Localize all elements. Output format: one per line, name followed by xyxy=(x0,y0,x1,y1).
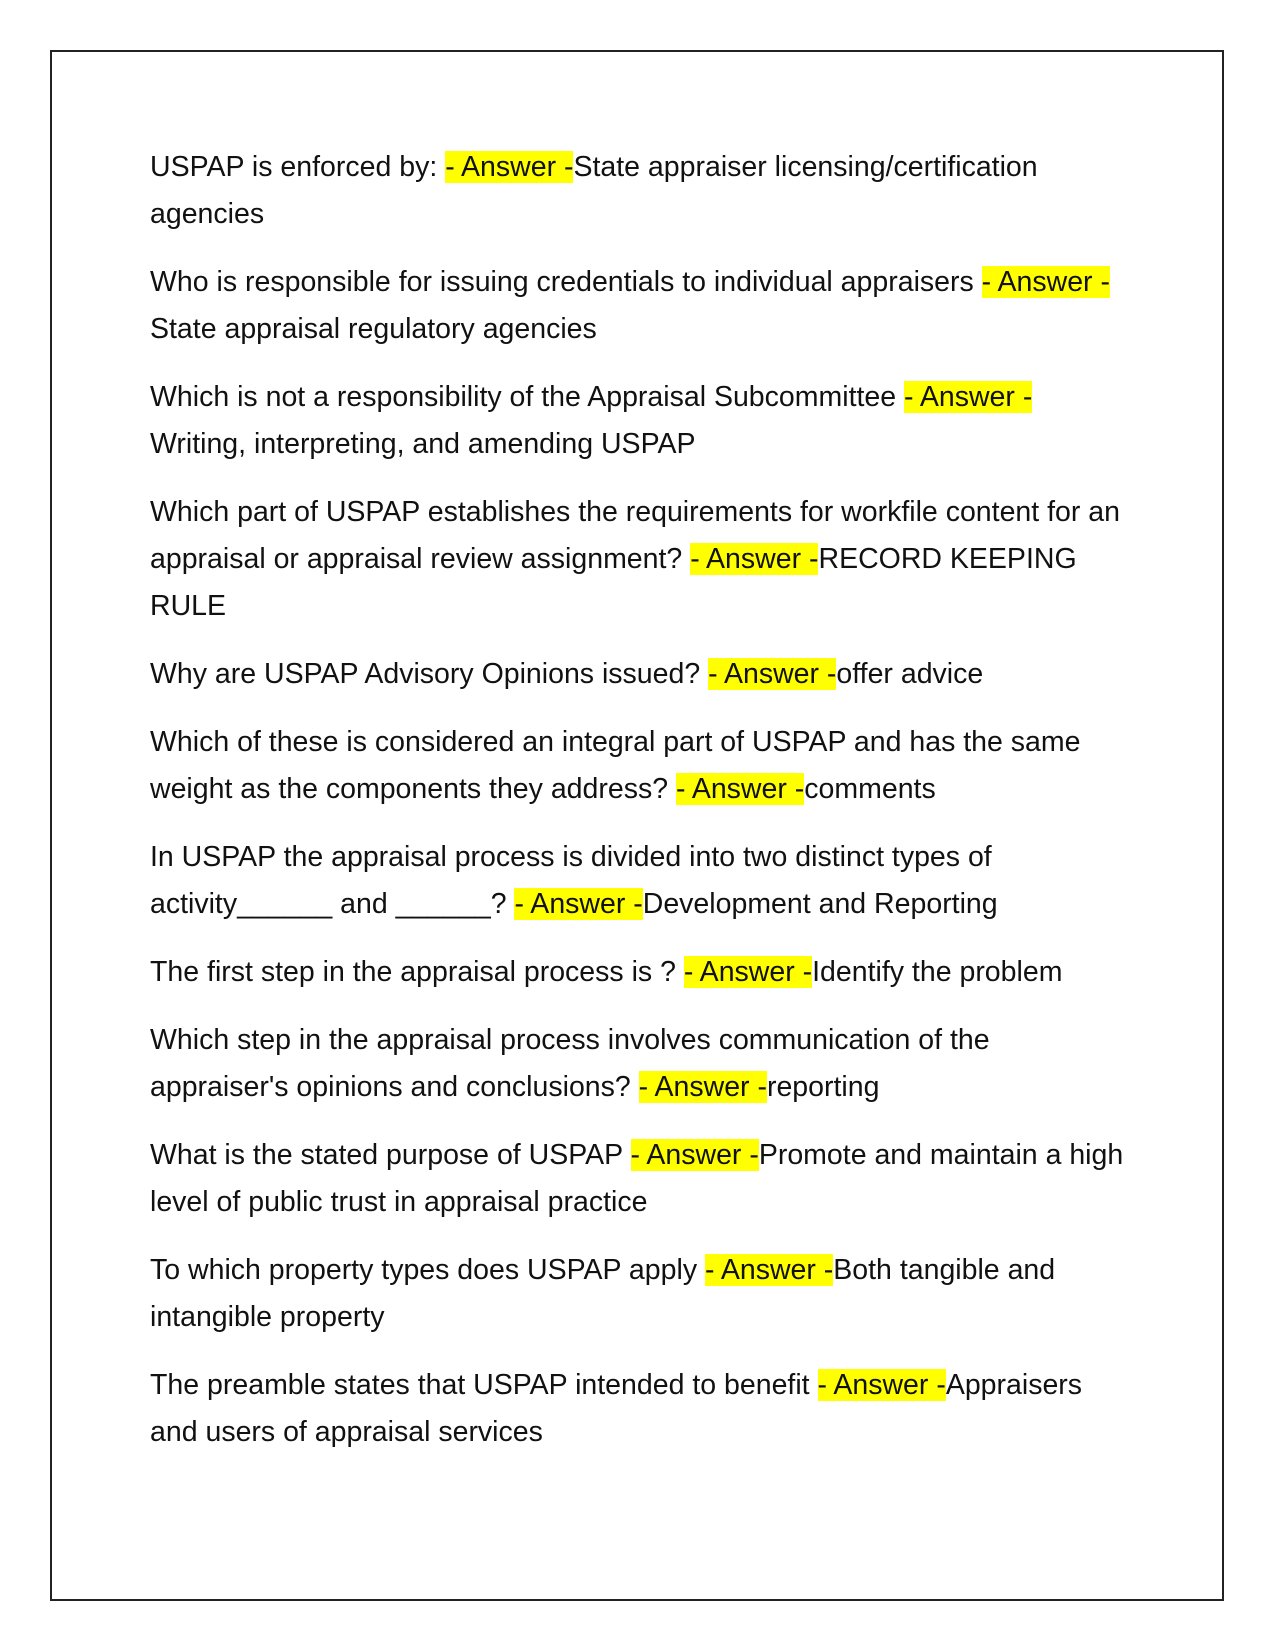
qa-item xyxy=(150,489,1125,630)
qa-item xyxy=(150,259,1125,353)
qa-item xyxy=(150,1132,1125,1226)
qa-item xyxy=(150,949,1125,996)
question-text: Who is responsible for issuing credentials to individual appraisers xyxy=(150,266,982,298)
answer-marker: - Answer - xyxy=(904,381,1033,413)
question-text: USPAP is enforced by: xyxy=(150,151,446,183)
answer-marker: - Answer - xyxy=(981,266,1110,298)
qa-item xyxy=(150,651,1125,698)
qa-list xyxy=(150,144,1125,1477)
qa-item xyxy=(150,1362,1125,1456)
answer-marker: - Answer - xyxy=(705,1254,834,1286)
question-text: Which part of USPAP establishes the requirements for workfile content for an appraisal or appraisal review assignment? xyxy=(150,496,1120,575)
question-text: Which step in the appraisal process involves communication of the appraiser's opinions and conclusions? xyxy=(150,1024,990,1103)
answer-marker: - Answer - xyxy=(683,956,813,988)
answer-marker: - Answer - xyxy=(817,1369,946,1401)
answer-text: State appraiser licensing/certification agencies xyxy=(150,151,1038,230)
answer-marker: - Answer - xyxy=(690,543,819,575)
answer-text: reporting xyxy=(766,1071,880,1103)
answer-text: Appraisers and users of appraisal services xyxy=(150,1369,1083,1448)
answer-marker: - Answer - xyxy=(630,1139,759,1171)
answer-text: Writing, interpreting, and amending USPAP xyxy=(150,428,696,460)
answer-marker: - Answer - xyxy=(445,151,574,183)
question-text: What is the stated purpose of USPAP xyxy=(150,1139,631,1171)
question-text: To which property types does USPAP apply xyxy=(150,1254,705,1286)
answer-text: Both tangible and intangible property xyxy=(150,1254,1056,1333)
answer-text: comments xyxy=(804,773,936,805)
answer-text: Promote and maintain a high level of public trust in appraisal practice xyxy=(150,1139,1124,1218)
answer-marker: - Answer - xyxy=(708,658,837,690)
question-text: The first step in the appraisal process is ? xyxy=(150,956,684,988)
qa-item xyxy=(150,834,1125,928)
answer-marker: - Answer - xyxy=(514,888,643,920)
question-text: The preamble states that USPAP intended to benefit xyxy=(150,1369,818,1401)
qa-item xyxy=(150,144,1125,238)
question-text: Which of these is considered an integral part of USPAP and has the same weight as the components they address? xyxy=(150,726,1081,805)
question-text: Why are USPAP Advisory Opinions issued? xyxy=(150,658,709,690)
qa-item xyxy=(150,1247,1125,1341)
qa-item xyxy=(150,1017,1125,1111)
answer-marker: - Answer - xyxy=(638,1071,767,1103)
answer-text: RECORD KEEPING RULE xyxy=(150,543,1077,622)
answer-text: Development and Reporting xyxy=(642,888,998,920)
question-text: In USPAP the appraisal process is divided into two distinct types of activity______ and ______? xyxy=(150,841,992,920)
answer-text: State appraisal regulatory agencies xyxy=(150,313,597,345)
answer-text: Identify the problem xyxy=(812,956,1063,988)
qa-item xyxy=(150,374,1125,468)
qa-item xyxy=(150,719,1125,813)
answer-text: offer advice xyxy=(836,658,984,690)
answer-marker: - Answer - xyxy=(675,773,805,805)
question-text: Which is not a responsibility of the Appraisal Subcommittee xyxy=(150,381,905,413)
